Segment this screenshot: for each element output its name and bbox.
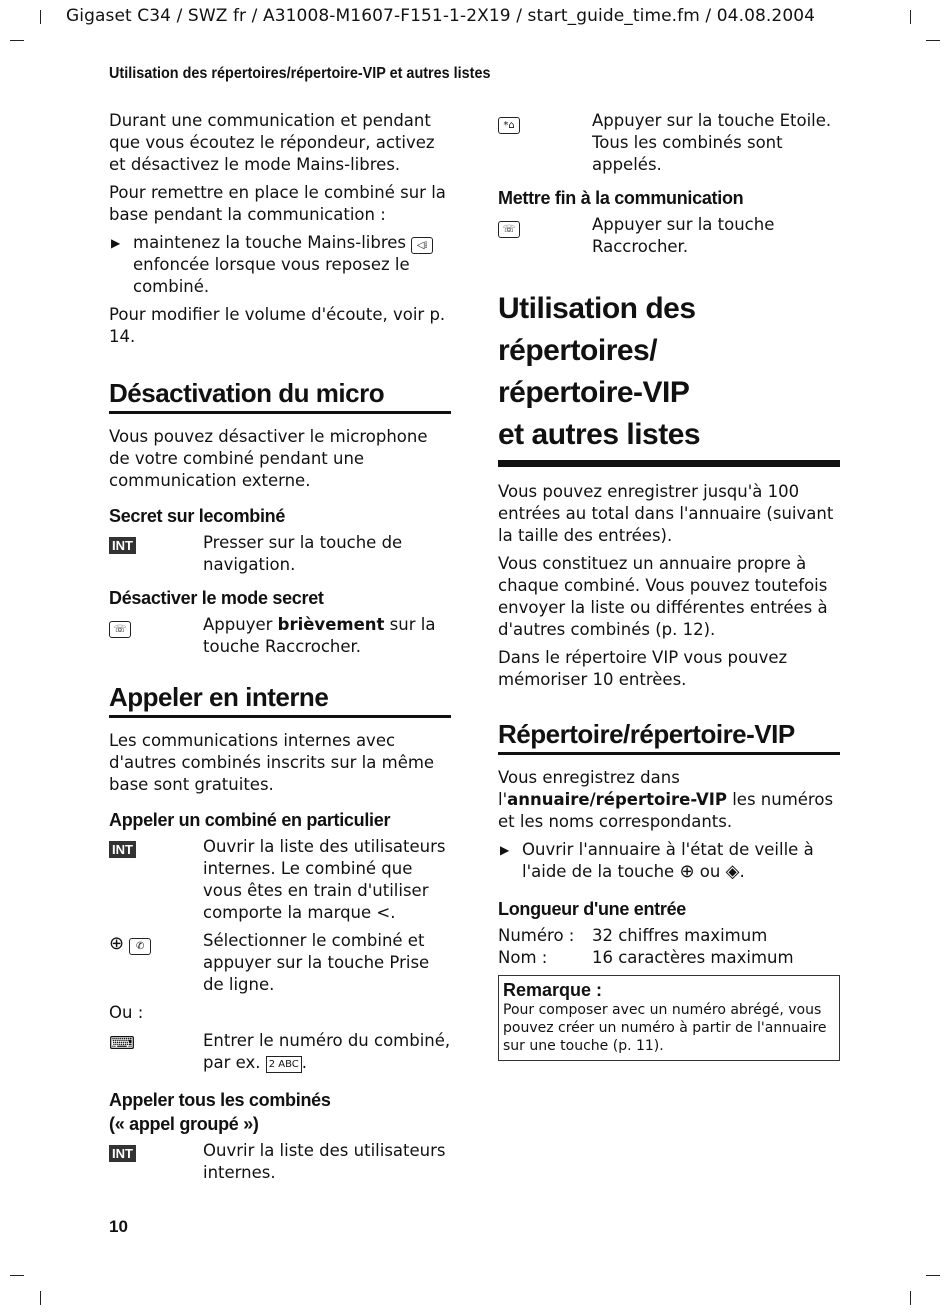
crop-mark bbox=[10, 1275, 24, 1276]
instruction-row bbox=[109, 614, 451, 658]
crop-mark bbox=[926, 40, 940, 41]
section-heading: Désactivation du micro bbox=[109, 378, 451, 414]
call-key-icon: ✆ bbox=[129, 938, 151, 955]
subheading-line: (« appel groupé ») bbox=[109, 1114, 259, 1134]
instruction-row bbox=[109, 930, 451, 996]
crop-mark bbox=[910, 10, 911, 24]
int-key-icon: INT bbox=[109, 841, 136, 858]
spec-label: Nom : bbox=[498, 948, 548, 967]
int-key-icon: INT bbox=[109, 1145, 136, 1162]
int-key-icon: INT bbox=[109, 537, 136, 554]
key-2-icon: 2 ABC bbox=[266, 1056, 302, 1073]
left-column bbox=[109, 110, 451, 1190]
instruction-row bbox=[109, 1140, 451, 1184]
subheading: Longueur d'une entrée bbox=[498, 899, 686, 919]
section-heading: Répertoire/répertoire-VIP bbox=[498, 719, 840, 755]
right-column bbox=[498, 110, 840, 1061]
instruction-text: Appuyer sur la touche Raccrocher. bbox=[592, 215, 775, 256]
bullet-text: maintenez la touche Mains-libres bbox=[133, 233, 406, 252]
star-key-icon: *⌂ bbox=[498, 117, 520, 134]
bullet-arrow-icon: ▶ bbox=[500, 843, 510, 857]
instruction-text: sur la touche Raccrocher. bbox=[203, 615, 436, 656]
note-box bbox=[498, 975, 840, 1061]
instruction-text: Ouvrir la liste des utilisateurs internes. bbox=[203, 1141, 446, 1182]
chapter-heading bbox=[498, 288, 840, 467]
chapter-heading-line: Utilisation des répertoires/ bbox=[498, 292, 696, 367]
instruction-text: Ouvrir la liste des utilisateurs internes. Le combiné que vous êtes en train d'utiliser comporte la marque <. bbox=[203, 837, 446, 922]
instruction-text: Presser sur la touche de navigation. bbox=[203, 533, 403, 574]
speaker-key-icon: ◁⁞ bbox=[411, 237, 433, 254]
hangup-key-icon: ☏ bbox=[498, 221, 520, 238]
subheading: Mettre fin à la communication bbox=[498, 188, 744, 208]
crop-mark bbox=[926, 1275, 940, 1276]
crop-mark bbox=[10, 40, 24, 41]
section-heading: Appeler en interne bbox=[109, 682, 451, 718]
instruction-text: . bbox=[301, 1053, 308, 1072]
instruction-row bbox=[498, 214, 840, 258]
nav-right-key-icon: ◈ bbox=[725, 861, 740, 882]
chapter-heading-line: répertoire-VIP bbox=[498, 376, 690, 409]
list-item bbox=[109, 232, 451, 298]
paragraph: Les communications internes avec d'autres combinés inscrits sur la même base sont gratuites. bbox=[109, 731, 435, 794]
instruction-text: Entrer le numéro du combiné, par ex. bbox=[203, 1031, 451, 1072]
file-header: Gigaset C34 / SWZ fr / A31008-M1607-F151-1-2X19 / start_guide_time.fm / 04.08.2004 bbox=[66, 6, 816, 26]
paragraph: Ou : bbox=[109, 1003, 144, 1022]
bold-text: annuaire/répertoire-VIP bbox=[507, 790, 727, 809]
running-head: Utilisation des répertoires/répertoire-VIP et autres listes bbox=[109, 65, 491, 82]
spec-value: 16 caractères maximum bbox=[592, 948, 794, 967]
spec-label: Numéro : bbox=[498, 926, 575, 945]
bullet-text: . bbox=[739, 862, 745, 881]
crop-mark bbox=[40, 1291, 41, 1305]
keypad-icon: ⌨ bbox=[109, 1033, 135, 1054]
paragraph: Durant une communication et pendant que vous écoutez le répondeur, activez et désactivez le mode Mains-libres. bbox=[109, 111, 435, 174]
subheading: Désactiver le mode secret bbox=[109, 588, 324, 608]
note-title: Remarque : bbox=[503, 980, 603, 1000]
subheading bbox=[109, 1088, 451, 1136]
bullet-text: ou bbox=[699, 862, 721, 881]
paragraph-text: Vous enregistrez dans l' bbox=[498, 768, 680, 809]
spec-row bbox=[498, 925, 840, 947]
paragraph: Vous constituez un annuaire propre à chaque combiné. Vous pouvez toutefois envoyer la liste ou différentes entrées à d'autres combinés (p. 12). bbox=[498, 554, 828, 639]
instruction-row bbox=[109, 1030, 451, 1074]
spec-value: 32 chiffres maximum bbox=[592, 926, 768, 945]
paragraph bbox=[498, 767, 840, 833]
list-item bbox=[498, 839, 840, 883]
instruction-text: Appuyer bbox=[203, 615, 278, 634]
subheading: Secret sur lecombiné bbox=[109, 506, 286, 526]
spec-row bbox=[498, 947, 840, 969]
bullet-text: enfoncée lorsque vous reposez le combiné. bbox=[133, 255, 410, 296]
paragraph: Pour modifier le volume d'écoute, voir p. 14. bbox=[109, 305, 446, 346]
paragraph: Dans le répertoire VIP vous pouvez mémoriser 10 entrèes. bbox=[498, 648, 788, 689]
instruction-row bbox=[498, 110, 840, 176]
instruction-text: Appuyer sur la touche Etoile. Tous les combinés sont appelés. bbox=[592, 111, 832, 174]
instruction-text: Sélectionner le combiné et appuyer sur la touche Prise de ligne. bbox=[203, 931, 430, 994]
hangup-key-icon: ☏ bbox=[109, 621, 131, 638]
instruction-row bbox=[109, 836, 451, 924]
nav-key-icon: ⊕ bbox=[109, 933, 125, 954]
nav-key-icon: ⊕ bbox=[679, 861, 695, 882]
paragraph: Vous pouvez enregistrer jusqu'à 100 entrées au total dans l'annuaire (suivant la taille des entrées). bbox=[498, 482, 834, 545]
crop-mark bbox=[40, 10, 41, 24]
paragraph: Pour remettre en place le combiné sur la base pendant la communication : bbox=[109, 183, 446, 224]
chapter-heading-line: et autres listes bbox=[498, 418, 701, 451]
note-body: Pour composer avec un numéro abrégé, vous pouvez créer un numéro à partir de l'annuaire sur une touche (p. 11). bbox=[503, 1002, 827, 1054]
paragraph: Vous pouvez désactiver le microphone de votre combiné pendant une communication externe. bbox=[109, 427, 428, 490]
bullet-text: Ouvrir l'annuaire à l'état de veille à l'aide de la touche bbox=[522, 840, 814, 881]
subheading-line: Appeler tous les combinés bbox=[109, 1090, 331, 1110]
bold-text: brièvement bbox=[277, 615, 385, 634]
instruction-row bbox=[109, 532, 451, 576]
paragraph-text: les numéros et les noms correspondants. bbox=[498, 790, 834, 831]
crop-mark bbox=[910, 1291, 911, 1305]
bullet-arrow-icon: ▶ bbox=[111, 236, 121, 250]
subheading: Appeler un combiné en particulier bbox=[109, 810, 391, 830]
page-number: 10 bbox=[109, 1217, 128, 1236]
